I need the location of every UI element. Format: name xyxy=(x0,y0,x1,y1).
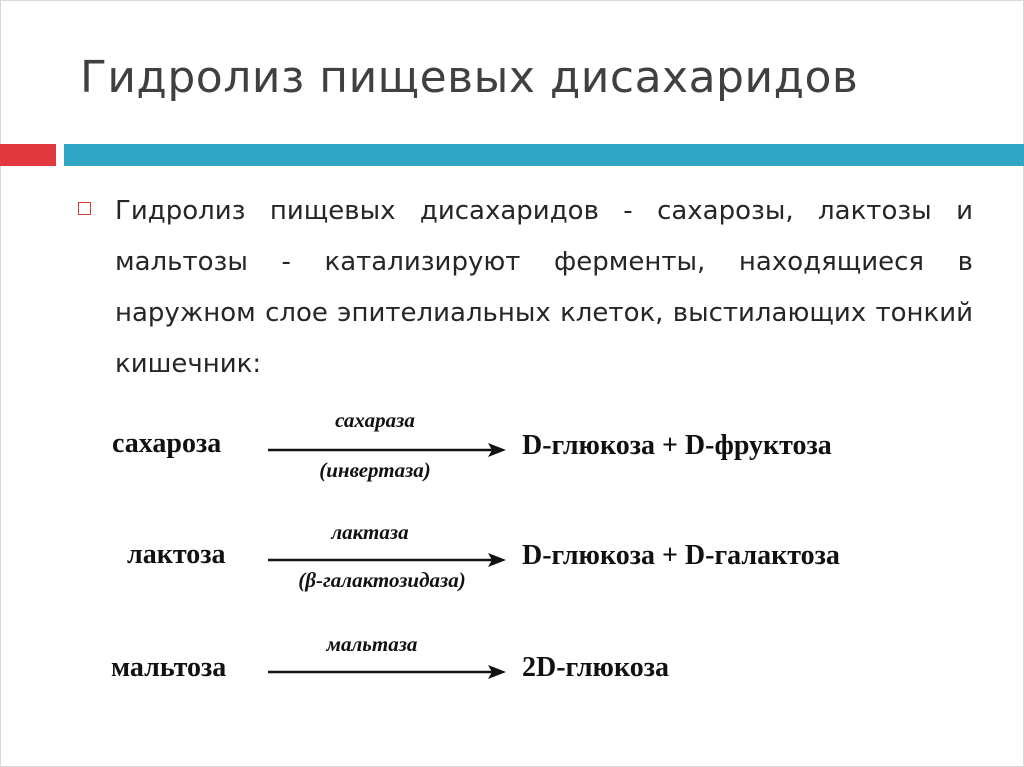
products-label: 2D-глюкоза xyxy=(522,652,669,683)
slide-title: Гидролиз пищевых дисахаридов xyxy=(80,52,859,103)
substrate-label: лактоза xyxy=(127,539,226,570)
enzyme-label: сахараза xyxy=(335,408,415,432)
accent-bar-blue xyxy=(64,144,1024,166)
substrate-label: сахароза xyxy=(112,428,222,459)
reaction-arrow-icon xyxy=(268,552,508,568)
accent-bar-red xyxy=(0,144,56,166)
enzyme-label: лактаза xyxy=(331,520,409,544)
enzyme-alt-label: (β-галактозидаза) xyxy=(298,568,466,592)
square-bullet-icon xyxy=(78,202,91,215)
reaction-arrow-icon xyxy=(268,664,508,680)
enzyme-label: мальтаза xyxy=(326,632,418,656)
products-label: D-глюкоза + D-фруктоза xyxy=(522,430,832,461)
products-label: D-глюкоза + D-галактоза xyxy=(522,540,840,571)
substrate-label: мальтоза xyxy=(111,652,227,683)
enzyme-alt-label: (инвертаза) xyxy=(319,458,431,482)
body-paragraph: Гидролиз пищевых дисахаридов - сахарозы, лактозы и мальтозы - катализируют ферменты, находящиеся в наружном слое эпителиальных клеток, выстилающих тонкий кишечник: xyxy=(115,196,973,379)
reaction-arrow-icon xyxy=(268,442,508,458)
